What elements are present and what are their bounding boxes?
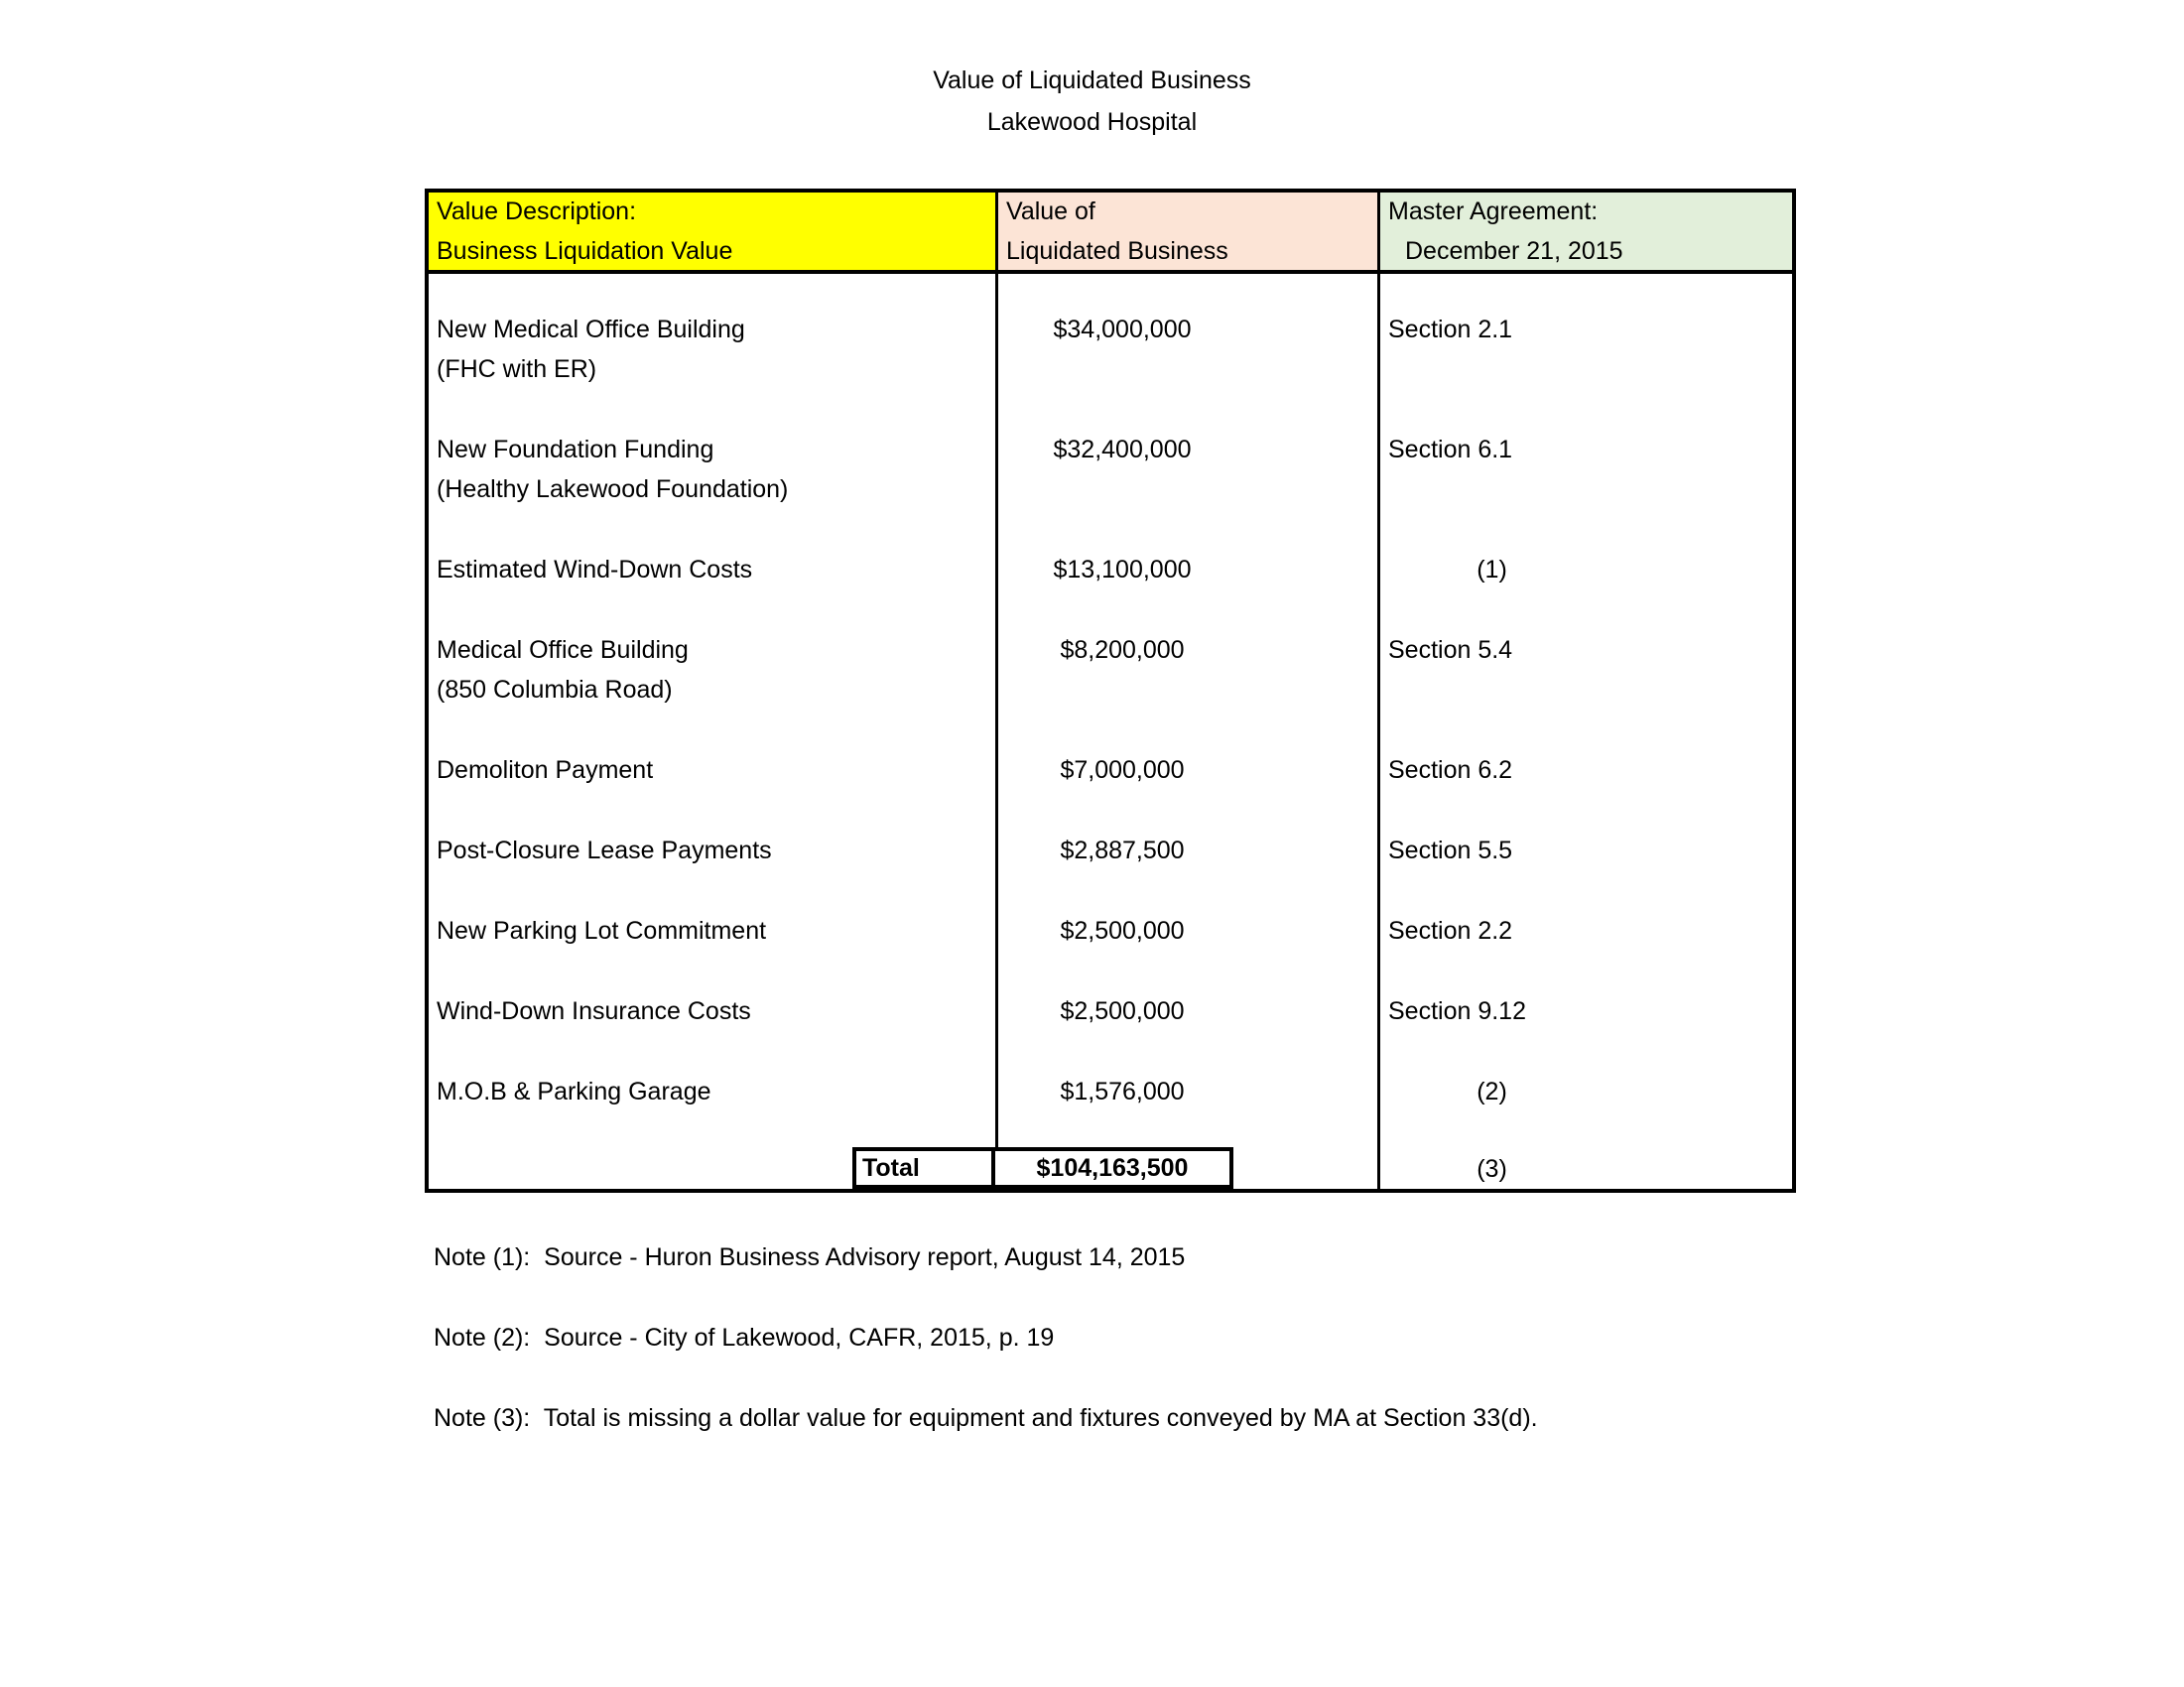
row-name-line1: New Foundation Funding: [437, 436, 714, 463]
title-line2: Lakewood Hospital: [986, 108, 1198, 136]
row-name-line2: (Healthy Lakewood Foundation): [437, 475, 789, 503]
document-title: [0, 60, 2184, 143]
table-body: [429, 274, 1792, 1189]
row-value: $2,500,000: [1060, 997, 1185, 1025]
row-name-line1: New Parking Lot Commitment: [437, 917, 767, 945]
header-description-line1: Value Description:: [437, 197, 637, 225]
row-name-line1: M.O.B & Parking Garage: [437, 1078, 711, 1105]
row-name-line1: Estimated Wind-Down Costs: [437, 556, 753, 584]
row-value: $32,400,000: [1053, 436, 1192, 463]
row-name-line1: Wind-Down Insurance Costs: [437, 997, 751, 1025]
header-agreement-line2: December 21, 2015: [1405, 237, 1623, 265]
row-name-line1: Demoliton Payment: [437, 756, 654, 784]
row-name-line2: (FHC with ER): [437, 355, 597, 383]
row-value: $1,576,000: [1060, 1078, 1185, 1105]
header-agreement-line1: Master Agreement:: [1388, 197, 1599, 225]
total-value: $104,163,500: [1036, 1154, 1189, 1182]
header-cell-master-agreement: [1377, 193, 1792, 270]
row-note-ref: (1): [1477, 556, 1507, 584]
row-description: [437, 750, 987, 790]
footnote-2: Note (2): Source - City of Lakewood, CAFR, 2015, p. 19: [434, 1324, 1055, 1352]
row-description: [437, 911, 987, 951]
total-note-ref: (3): [1477, 1155, 1507, 1183]
total-box: [852, 1147, 1233, 1189]
row-description: [437, 550, 987, 589]
title-line1: Value of Liquidated Business: [933, 66, 1251, 94]
header-cell-value-of-business: [995, 193, 1377, 270]
row-value: $13,100,000: [1053, 556, 1192, 584]
row-agreement-ref: Section 5.5: [1388, 837, 1513, 864]
row-agreement-ref: Section 9.12: [1388, 997, 1526, 1025]
row-description: [437, 630, 987, 710]
row-description: [437, 991, 987, 1031]
header-description-line2: Business Liquidation Value: [437, 237, 733, 265]
row-agreement-ref: Section 6.1: [1388, 436, 1513, 463]
header-value-line1: Value of: [1006, 197, 1095, 225]
row-agreement-ref: Section 2.2: [1388, 917, 1513, 945]
row-value: $7,000,000: [1060, 756, 1185, 784]
row-note-ref: (2): [1477, 1078, 1507, 1105]
row-description: [437, 430, 987, 509]
row-agreement-ref: Section 5.4: [1388, 636, 1513, 664]
row-name-line2: (850 Columbia Road): [437, 676, 673, 704]
column-divider-1: [995, 274, 998, 1189]
footnote-3: Note (3): Total is missing a dollar value for equipment and fixtures conveyed by MA at Section 33(d).: [434, 1404, 1538, 1432]
row-name-line1: New Medical Office Building: [437, 316, 745, 343]
row-agreement-ref: Section 6.2: [1388, 756, 1513, 784]
row-agreement-ref: Section 2.1: [1388, 316, 1513, 343]
row-name-line1: Post-Closure Lease Payments: [437, 837, 772, 864]
total-label: Total: [856, 1151, 995, 1185]
row-name-line1: Medical Office Building: [437, 636, 689, 664]
column-divider-2: [1377, 274, 1380, 1189]
header-cell-value-description: [429, 193, 995, 270]
liquidation-value-table: [425, 189, 1796, 1193]
row-value: $2,500,000: [1060, 917, 1185, 945]
row-value: $2,887,500: [1060, 837, 1185, 864]
row-description: [437, 1072, 987, 1111]
footnote-1: Note (1): Source - Huron Business Advisory report, August 14, 2015: [434, 1243, 1186, 1271]
table-header-row: [429, 193, 1792, 274]
header-value-line2: Liquidated Business: [1006, 237, 1228, 265]
row-value: $8,200,000: [1060, 636, 1185, 664]
row-description: [437, 310, 987, 389]
row-value: $34,000,000: [1053, 316, 1192, 343]
row-description: [437, 831, 987, 870]
